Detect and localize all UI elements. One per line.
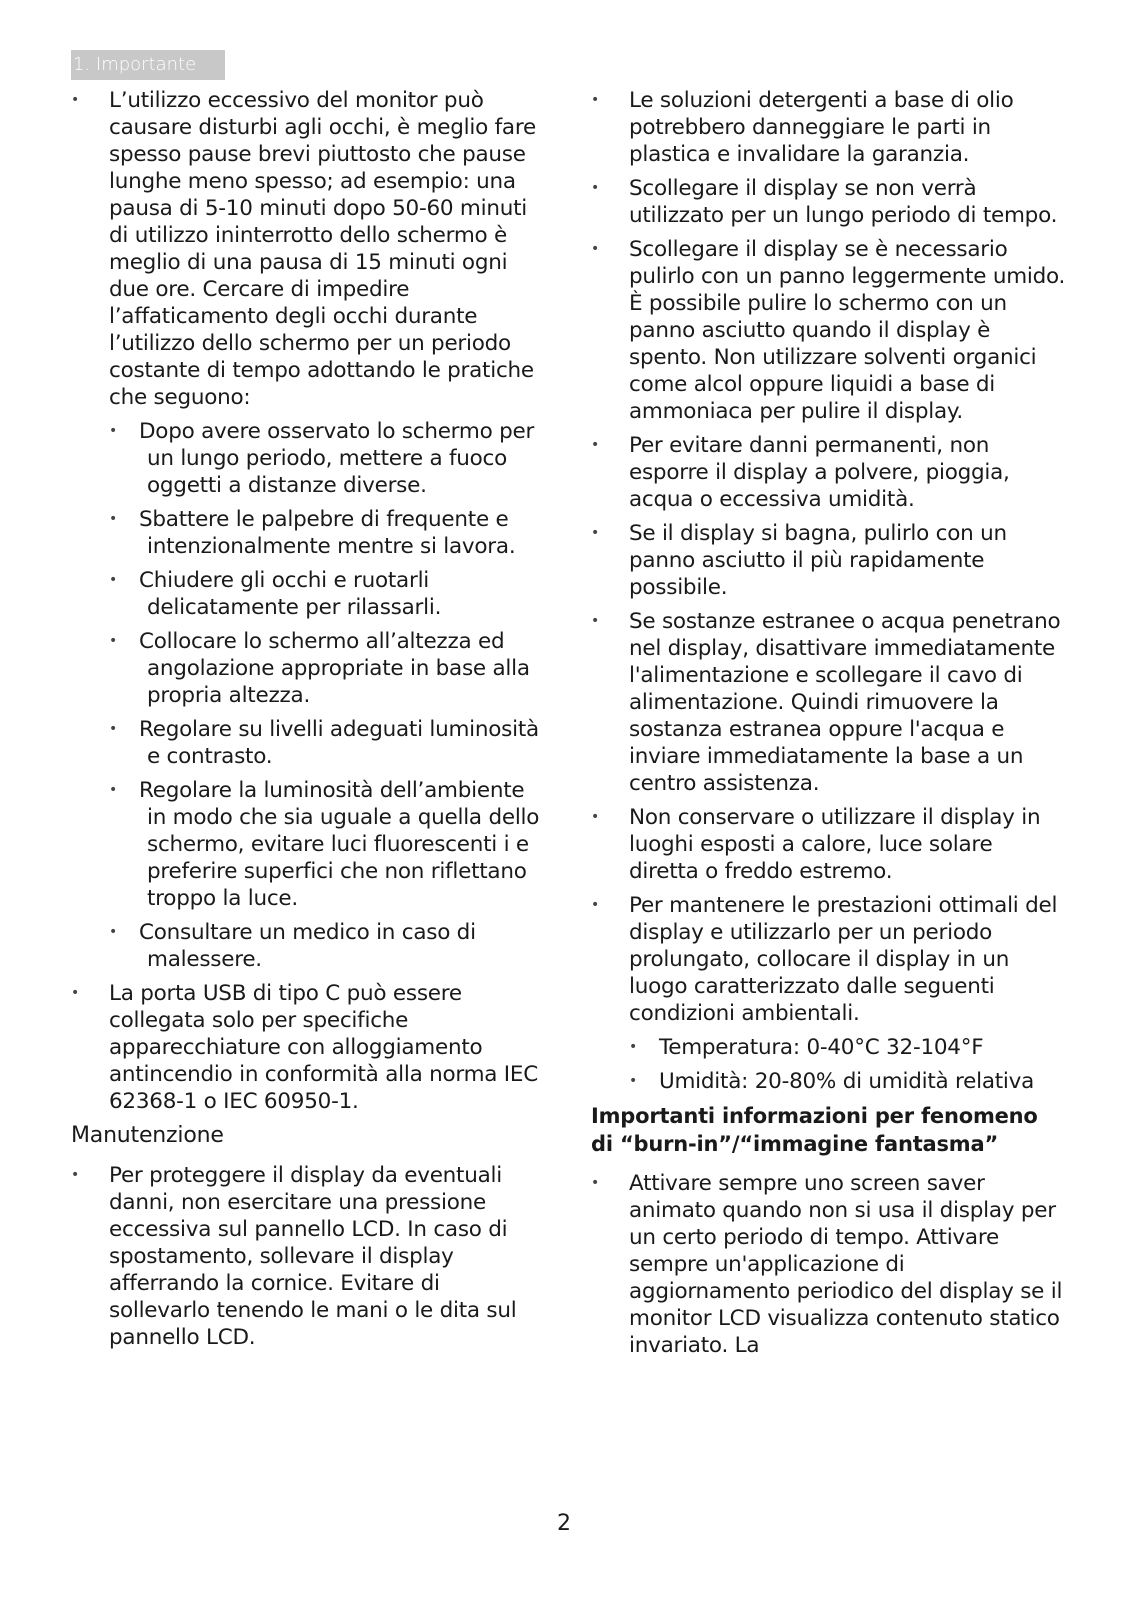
burnin-heading: Importanti informazioni per fenomeno di “burn-in”/“immagine fantasma” — [591, 1104, 1038, 1156]
list-item: • Non conservare o utilizzare il display in luoghi esposti a calore, luce solare diretta o freddo estremo. — [591, 804, 1066, 885]
list-item: • Consultare un medico in caso di malessere. — [109, 919, 541, 973]
list-item: • Per proteggere il display da eventuali danni, non esercitare una pressione eccessiva sul pannello LCD. In caso di spostamento, sollevare il display afferrando la cornice. Evitare di sollevarlo tenendo le mani o le dita sul pannello LCD. — [71, 1162, 541, 1351]
list-item: • Le soluzioni detergenti a base di olio potrebbero danneggiare le parti in plastica e invalidare la garanzia. — [591, 87, 1066, 168]
eye-tips-list — [109, 418, 541, 973]
maintenance-list-continued — [591, 87, 1066, 1095]
list-item — [71, 87, 541, 973]
usb-text: La porta USB di tipo C può essere collegata solo per specifiche apparecchiature con alloggiamento antincendio in conformità alla norma IEC 62368-1 o IEC 60950-1. — [109, 981, 538, 1114]
list-item: • Regolare su livelli adeguati luminosità e contrasto. — [109, 716, 541, 770]
maintenance-list — [71, 1162, 541, 1351]
maintenance-heading: Manutenzione — [71, 1123, 224, 1148]
list-item: • Scollegare il display se non verrà utilizzato per un lungo periodo di tempo. — [591, 175, 1066, 229]
environment-conditions-list — [629, 1034, 1066, 1095]
list-item: • Se sostanze estranee o acqua penetrano nel display, disattivare immediatamente l'alimentazione e scollegare il cavo di alimentazione. Quindi rimuovere la sostanza estranea oppure l'acqua e inviare immediatamente la base a un centro assistenza. — [591, 608, 1066, 797]
list-item: • Umidità: 20-80% di umidità relativa — [629, 1068, 1066, 1095]
list-item: • Dopo avere osservato lo schermo per un lungo periodo, mettere a fuoco oggetti a distanze diverse. — [109, 418, 541, 499]
right-column — [591, 87, 1066, 1366]
list-item: • Se il display si bagna, pulirlo con un panno asciutto il più rapidamente possibile. — [591, 520, 1066, 601]
burnin-list — [591, 1170, 1066, 1359]
list-item: • Temperatura: 0-40°C 32-104°F — [629, 1034, 1066, 1061]
list-item: • Regolare la luminosità dell’ambiente in modo che sia uguale a quella dello schermo, evitare luci fluorescenti i e preferire superfici che non riflettano troppo la luce. — [109, 777, 541, 912]
list-item: • Sbattere le palpebre di frequente e intenzionalmente mentre si lavora. — [109, 506, 541, 560]
page-number: 2 — [557, 1511, 571, 1536]
environment-text: Per mantenere le prestazioni ottimali del display e utilizzarlo per un periodo prolungato, collocare il display in un luogo caratterizzato dalle seguenti condizioni ambientali. — [629, 893, 1058, 1026]
intro-text: L’utilizzo eccessivo del monitor può causare disturbi agli occhi, è meglio fare spesso pause brevi piuttosto che pause lunghe meno spesso; ad esempio: una pausa di 5-10 minuti dopo 50-60 minuti di utilizzo ininterrotto dello schermo è meglio di una pausa di 15 minuti ogni due ore. Cercare di impedire l’affaticamento degli occhi durante l’utilizzo dello schermo per un periodo costante di tempo adottando le pratiche che seguono: — [109, 88, 536, 410]
list-item: • Collocare lo schermo all’altezza ed angolazione appropriate in base alla propria altezza. — [109, 628, 541, 709]
list-item: • Chiudere gli occhi e ruotarli delicatamente per rilassarli. — [109, 567, 541, 621]
usage-list — [71, 87, 541, 1115]
list-item: • Scollegare il display se è necessario pulirlo con un panno leggermente umido. È possibile pulire lo schermo con un panno asciutto quando il display è spento. Non utilizzare solventi organici come alcol oppure liquidi a base di ammoniaca per pulire il display. — [591, 236, 1066, 425]
list-item: • Per evitare danni permanenti, non esporre il display a polvere, pioggia, acqua o eccessiva umidità. — [591, 432, 1066, 513]
list-item: • Attivare sempre uno screen saver animato quando non si usa il display per un certo periodo di tempo. Attivare sempre un'applicazione di aggiornamento periodico del display se il monitor LCD visualizza contenuto statico invariato. La — [591, 1170, 1066, 1359]
left-column — [71, 87, 541, 1358]
list-item — [591, 892, 1066, 1095]
chapter-tab: 1. Importante — [71, 50, 225, 80]
list-item — [71, 980, 541, 1115]
